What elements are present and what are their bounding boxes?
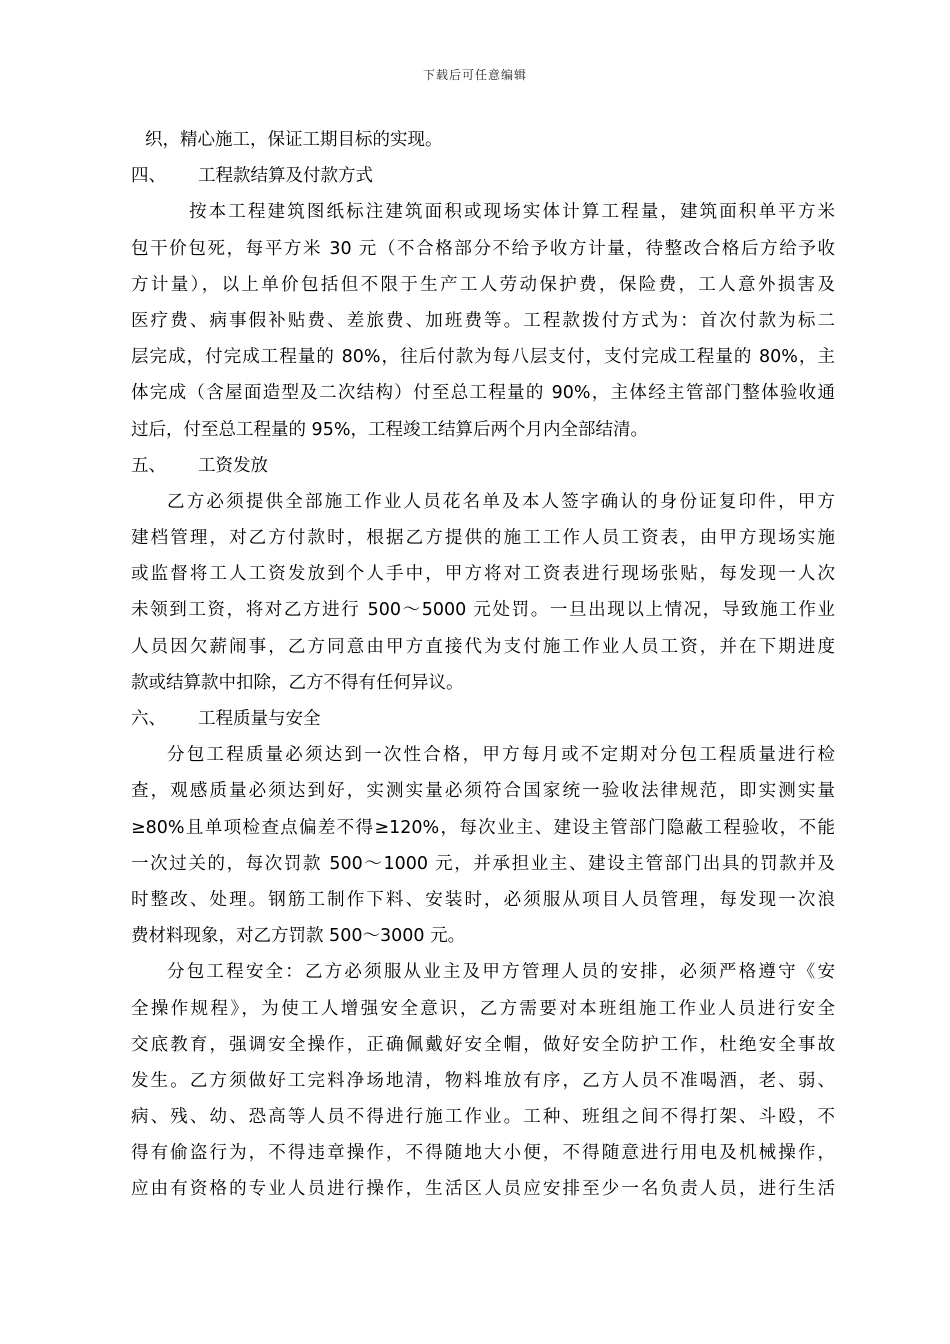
- paragraph-line: 按本工程建筑图纸标注建筑面积或现场实体计算工程量，建筑面积单平方米: [189, 202, 835, 223]
- paragraph: [131, 954, 835, 1207]
- paragraph-line: 应由有资格的专业人员进行操作，生活区人员应安排至少一名负责人员，进行生活: [131, 1179, 835, 1200]
- section-heading: [131, 701, 835, 737]
- paragraph-line: 未领到工资，将对乙方进行 500～5000 元处罚。一旦出现以上情况，导致施工作业: [131, 600, 835, 621]
- section-number: 五、: [131, 455, 166, 476]
- section-number: 四、: [131, 166, 166, 187]
- paragraph-line: 体完成（含屋面造型及二次结构）付至总工程量的 90%，主体经主管部门整体验收通: [131, 383, 835, 404]
- paragraph-line: 或监督将工人工资发放到个人手中，甲方将对工资表进行现场张贴，每发现一人次: [131, 564, 835, 585]
- paragraph-line: 方计量），以上单价包括但不限于生产工人劳动保护费，保险费，工人意外损害及: [131, 274, 835, 295]
- section-heading: [131, 448, 835, 484]
- paragraph-line: 款或结算款中扣除，乙方不得有任何异议。: [131, 672, 464, 693]
- paragraph-line: 医疗费、病事假补贴费、差旅费、加班费等。工程款拨付方式为：首次付款为标二: [131, 310, 835, 331]
- paragraph-line: 乙方必须提供全部施工作业人员花名单及本人签字确认的身份证复印件，甲方: [167, 491, 835, 512]
- paragraph-line: 层完成，付完成工程量的 80%，往后付款为每八层支付，支付完成工程量的 80%，主: [131, 347, 835, 368]
- page-header: 下载后可任意编辑: [422, 68, 527, 82]
- document-body: [131, 122, 835, 1208]
- paragraph-line: 包干价包死，每平方米 30 元（不合格部分不给予收方计量，待整改合格后方给予收: [131, 238, 835, 259]
- paragraph-line: 一次过关的，每次罚款 500～1000 元，并承担业主、建设主管部门出具的罚款并及: [131, 853, 835, 874]
- section-heading: [131, 158, 835, 194]
- paragraph: [131, 194, 835, 447]
- paragraph-line: 发生。乙方须做好工完料净场地清，物料堆放有序，乙方人员不准喝酒，老、弱、: [131, 1070, 835, 1091]
- section-title: 工程质量与安全: [198, 709, 321, 729]
- paragraph-line: 交底教育，强调安全操作，正确佩戴好安全帽，做好安全防护工作，杜绝安全事故: [131, 1034, 835, 1055]
- paragraph-line: 分包工程安全：乙方必须服从业主及甲方管理人员的安排，必须严格遵守《安: [167, 962, 835, 983]
- paragraph-line: 病、残、幼、恐高等人员不得进行施工作业。工种、班组之间不得打架、斗殴，不: [131, 1107, 835, 1128]
- paragraph-line: 费材料现象，对乙方罚款 500～3000 元。: [131, 926, 466, 947]
- paragraph-line: 过后，付至总工程量的 95%，工程竣工结算后两个月内全部结清。: [131, 419, 648, 440]
- paragraph: [131, 484, 835, 701]
- paragraph-line: 建档管理，对乙方付款时，根据乙方提供的施工工作人员工资表，由甲方现场实施: [131, 528, 835, 549]
- paragraph-line: 人员因欠薪闹事，乙方同意由甲方直接代为支付施工作业人员工资，并在下期进度: [131, 636, 835, 657]
- paragraph: [131, 737, 835, 954]
- section-number: 六、: [131, 709, 166, 729]
- paragraph-line: ≥80%且单项检查点偏差不得≥120%，每次业主、建设主管部门隐蔽工程验收，不能: [131, 817, 835, 838]
- section-title: 工程款结算及付款方式: [198, 166, 373, 187]
- paragraph-line: 分包工程质量必须达到一次性合格，甲方每月或不定期对分包工程质量进行检: [167, 745, 835, 766]
- section-title: 工资发放: [198, 455, 268, 476]
- paragraph-line: 全操作规程》，为使工人增强安全意识，乙方需要对本班组施工作业人员进行安全: [131, 998, 835, 1019]
- paragraph-line: 得有偷盗行为，不得违章操作，不得随地大小便，不得随意进行用电及机械操作，: [131, 1143, 835, 1164]
- continuation-line: 织，精心施工，保证工期目标的实现。: [145, 130, 443, 150]
- paragraph-line: 查，观感质量必须达到好，实测实量必须符合国家统一验收法律规范，即实测实量: [131, 781, 835, 802]
- paragraph-line: 时整改、处理。钢筋工制作下料、安装时，必须服从项目人员管理，每发现一次浪: [131, 889, 835, 910]
